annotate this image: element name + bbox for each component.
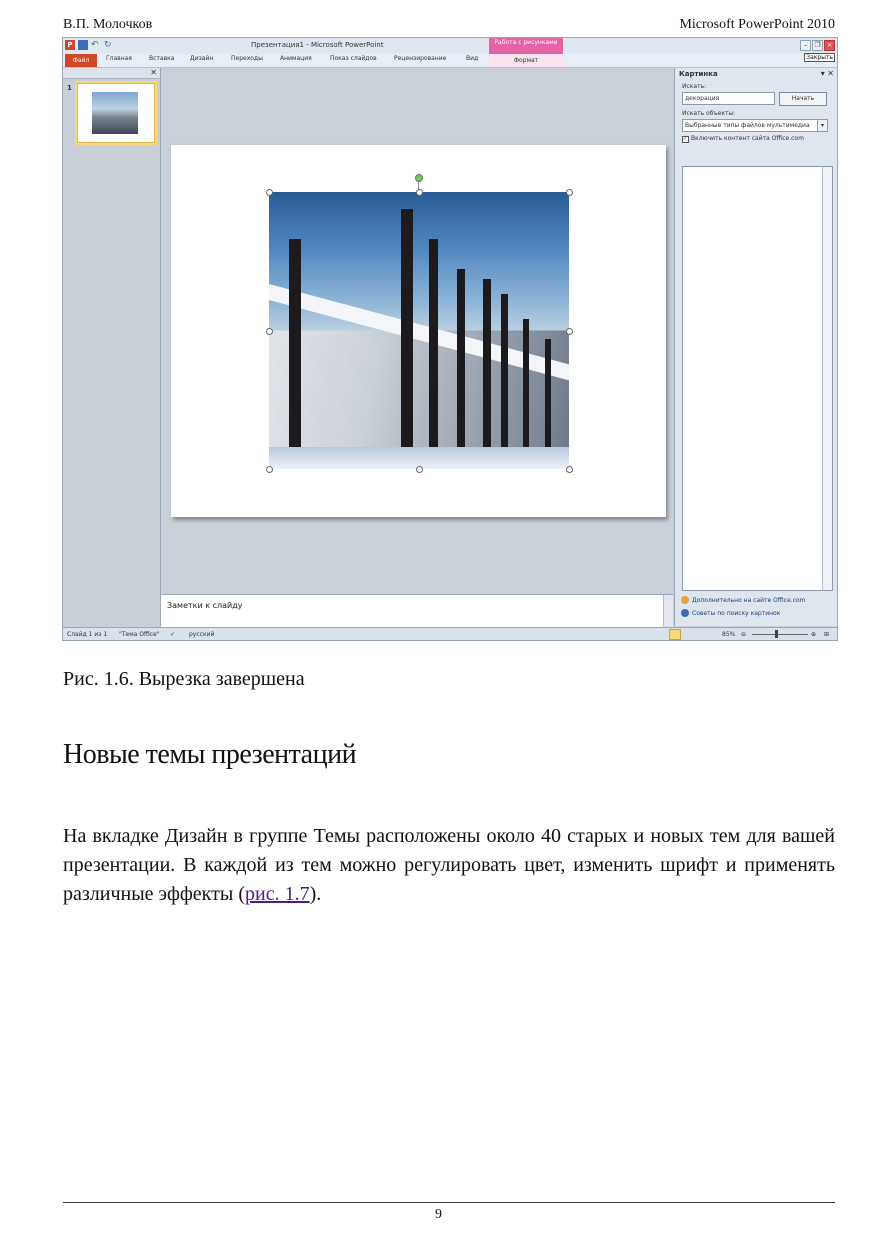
task-pane-title: Картинка — [679, 70, 718, 78]
include-office-label: Включить контент сайта Office.com — [691, 135, 804, 142]
resize-handle[interactable] — [416, 466, 423, 473]
close-tooltip: Закрыть — [806, 54, 833, 61]
quick-access-toolbar — [65, 40, 114, 50]
tree-trunk — [429, 239, 438, 469]
objects-label: Искать объекты: — [682, 110, 736, 117]
tab-format[interactable]: Формат — [489, 54, 563, 67]
status-theme: "Тема Office" — [119, 631, 160, 638]
ribbon-tabs — [63, 54, 837, 68]
undo-icon[interactable]: ↶ — [91, 40, 99, 50]
close-pane-icon[interactable]: ✕ — [150, 68, 157, 77]
search-label: Искать: — [682, 83, 707, 90]
tab-transitions[interactable]: Переходы — [231, 55, 263, 62]
media-type-value: Выбранные типы файлов мультимедиа — [685, 122, 810, 129]
notes-placeholder: Заметки к слайду — [167, 601, 243, 610]
slide-canvas[interactable] — [171, 145, 666, 517]
rotation-handle[interactable] — [415, 174, 423, 182]
resize-handle[interactable] — [566, 189, 573, 196]
task-pane-close-icon[interactable]: ▾ ✕ — [820, 69, 834, 78]
include-office-checkbox[interactable] — [682, 135, 804, 143]
figure-link[interactable]: рис. 1.7 — [244, 883, 310, 905]
notes-pane[interactable] — [161, 594, 673, 627]
slide-editing-area — [161, 68, 673, 593]
restore-icon[interactable]: ❐ — [812, 40, 823, 51]
title-bar — [63, 38, 837, 54]
status-slide-count: Слайд 1 из 1 — [67, 631, 108, 638]
results-list[interactable] — [682, 166, 833, 591]
start-button[interactable]: Начать — [779, 92, 827, 106]
results-scrollbar[interactable] — [822, 167, 832, 590]
tree-trunk — [457, 269, 465, 469]
context-tab-picture-tools: Работа с рисунками — [489, 38, 563, 54]
tab-review[interactable]: Рецензирование — [394, 55, 447, 62]
zoom-slider[interactable] — [752, 634, 808, 635]
resize-handle[interactable] — [266, 328, 273, 335]
tab-file[interactable]: Файл — [65, 54, 97, 67]
spellcheck-icon[interactable]: ✓ — [170, 631, 176, 638]
redo-icon[interactable]: ↻ — [104, 40, 112, 50]
tab-slideshow[interactable]: Показ слайдов — [330, 55, 377, 62]
slide-thumbnail[interactable] — [77, 83, 155, 143]
status-bar — [63, 627, 837, 641]
resize-handle[interactable] — [566, 328, 573, 335]
zoom-slider-thumb[interactable] — [775, 630, 778, 638]
resize-handle[interactable] — [266, 189, 273, 196]
tab-view[interactable]: Вид — [466, 55, 479, 62]
zoom-out-icon[interactable]: ⊖ — [741, 631, 747, 638]
tree-trunk — [501, 294, 508, 469]
body-paragraph — [63, 822, 835, 909]
tab-animation[interactable]: Анимация — [280, 55, 312, 62]
paragraph-tail: ). — [309, 883, 322, 905]
zoom-in-icon[interactable]: ⊕ — [811, 631, 817, 638]
tree-trunk — [483, 279, 491, 469]
fit-window-icon[interactable]: ⊞ — [824, 631, 830, 638]
checkbox-icon[interactable]: ✓ — [683, 136, 688, 142]
help-icon — [681, 609, 689, 617]
more-office-link[interactable] — [681, 596, 805, 604]
status-zoom[interactable]: 85% — [722, 631, 736, 638]
search-tips-link[interactable] — [681, 609, 780, 617]
notes-scrollbar[interactable] — [663, 595, 673, 627]
slides-pane-header — [63, 68, 160, 79]
tab-home[interactable]: Главная — [106, 55, 132, 62]
more-office-link-label: Дополнительно на сайте Office.com — [692, 596, 806, 604]
tab-design[interactable]: Дизайн — [190, 55, 214, 62]
globe-icon — [681, 596, 689, 604]
minimize-icon[interactable]: – — [800, 40, 811, 51]
clipart-task-pane — [674, 68, 838, 626]
page-number: 9 — [435, 1207, 442, 1222]
resize-handle[interactable] — [416, 189, 423, 196]
media-type-select[interactable] — [682, 119, 828, 132]
status-language[interactable]: русский — [189, 631, 215, 638]
running-header-book: Microsoft PowerPoint 2010 — [679, 17, 835, 32]
slide-thumbnail-number: 1 — [67, 84, 72, 92]
paragraph-text: На вкладке Дизайн в группе Темы расположены около 40 старых и новых тем для вашей презентации. В каждой из тем можно регулировать цвет, изменить шрифт и применять различные эффекты ( — [63, 825, 835, 905]
resize-handle[interactable] — [266, 466, 273, 473]
slides-pane — [63, 68, 161, 626]
save-icon[interactable] — [78, 40, 88, 50]
resize-handle[interactable] — [566, 466, 573, 473]
section-title: Новые темы презентаций — [63, 739, 357, 770]
footer-rule — [63, 1202, 835, 1203]
close-icon[interactable]: × — [824, 40, 835, 51]
search-input[interactable]: декорация — [682, 92, 775, 105]
search-tips-link-label: Советы по поиску картинок — [692, 609, 781, 617]
powerpoint-screenshot — [62, 37, 838, 641]
tab-insert[interactable]: Вставка — [149, 55, 175, 62]
figure-caption: Рис. 1.6. Вырезка завершена — [63, 668, 305, 690]
powerpoint-logo-icon[interactable]: P — [65, 40, 75, 50]
tree-trunk — [289, 239, 301, 469]
normal-view-icon[interactable] — [669, 629, 681, 640]
tree-trunk — [401, 209, 413, 469]
running-header-author: В.П. Молочков — [63, 17, 153, 32]
thumbnail-photo — [92, 92, 138, 134]
chevron-down-icon[interactable]: ▾ — [817, 120, 827, 131]
cropped-picture[interactable] — [269, 192, 569, 469]
window-title: Презентация1 - Microsoft PowerPoint — [251, 41, 384, 49]
